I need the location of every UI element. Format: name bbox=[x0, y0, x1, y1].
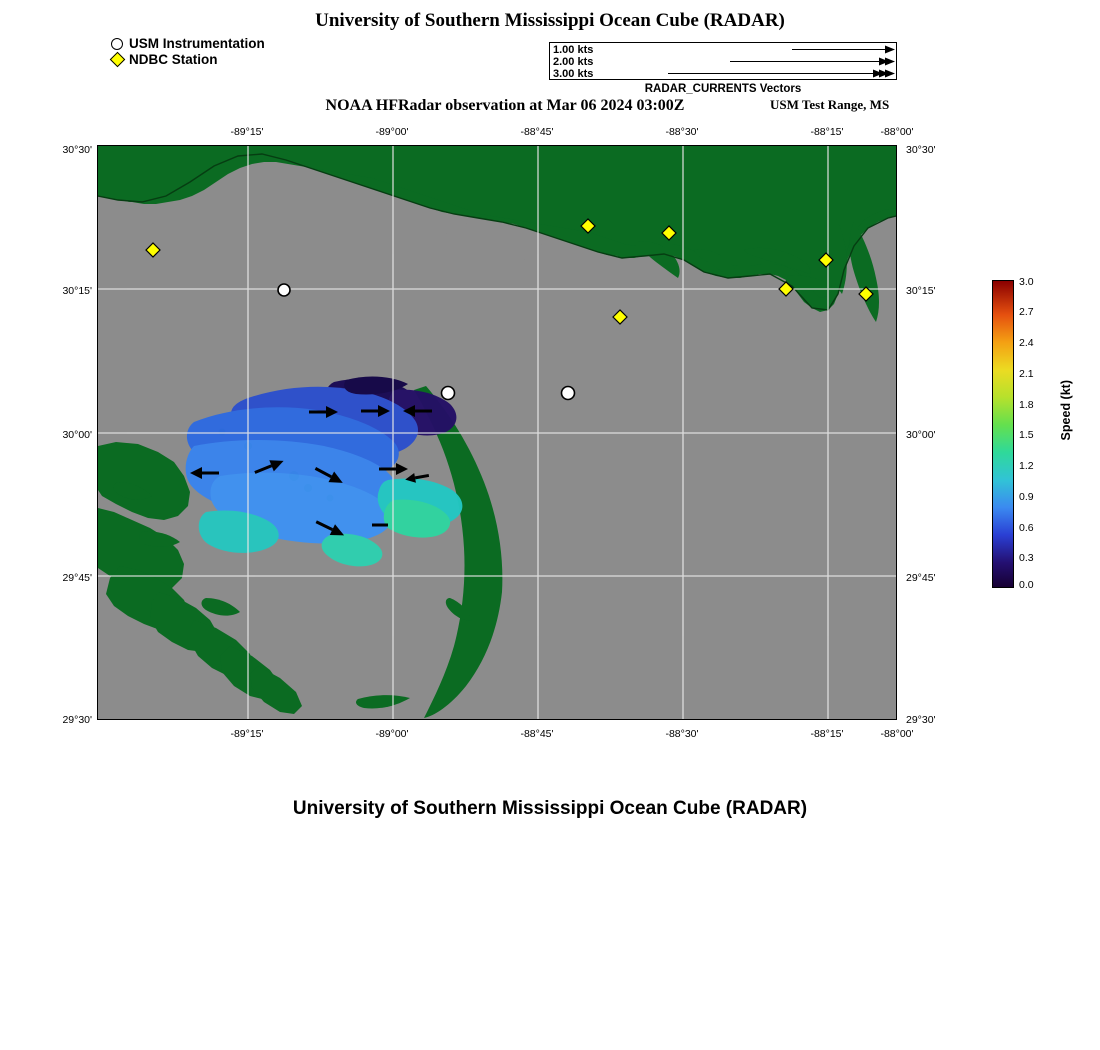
vector-scale-label-3kt: 3.00 kts bbox=[553, 68, 594, 80]
colorbar-tick-1: 2.7 bbox=[1019, 306, 1034, 318]
axis-top-tick-5: -88°00' bbox=[880, 126, 914, 138]
colorbar-tick-5: 1.5 bbox=[1019, 429, 1034, 441]
colorbar-tick-3: 2.1 bbox=[1019, 368, 1034, 380]
colorbar-tick-4: 1.8 bbox=[1019, 399, 1034, 411]
axis-left-tick-0: 30°30' bbox=[62, 144, 92, 156]
colorbar-svg bbox=[993, 281, 1013, 587]
axis-bottom-tick-4: -88°15' bbox=[810, 728, 844, 740]
axis-top-tick-4: -88°15' bbox=[810, 126, 844, 138]
axis-left-tick-3: 29°45' bbox=[62, 572, 92, 584]
vector-scale-key bbox=[549, 42, 897, 80]
legend-item-usm bbox=[110, 36, 265, 51]
legend-label-ndbc: NDBC Station bbox=[129, 52, 218, 67]
colorbar-tick-7: 0.9 bbox=[1019, 491, 1034, 503]
legend-item-ndbc bbox=[110, 52, 265, 67]
vector-key-caption: RADAR_CURRENTS Vectors bbox=[644, 83, 802, 95]
axis-right-tick-2: 30°00' bbox=[906, 429, 936, 441]
axis-bottom-tick-5: -88°00' bbox=[880, 728, 914, 740]
legend-label-usm: USM Instrumentation bbox=[129, 36, 265, 51]
axis-bottom-tick-3: -88°30' bbox=[665, 728, 699, 740]
axis-bottom-tick-2: -88°45' bbox=[520, 728, 554, 740]
colorbar-tick-0: 3.0 bbox=[1019, 276, 1034, 288]
symbol-legend bbox=[110, 36, 265, 68]
axis-left-tick-4: 29°30' bbox=[62, 714, 92, 726]
colorbar-title: Speed (kt) bbox=[1059, 380, 1073, 441]
axis-bottom-tick-0: -89°15' bbox=[230, 728, 264, 740]
axis-right-tick-3: 29°45' bbox=[906, 572, 936, 584]
colorbar-tick-6: 1.2 bbox=[1019, 460, 1034, 472]
colorbar-gradient bbox=[992, 280, 1014, 588]
axis-left-tick-2: 30°00' bbox=[62, 429, 92, 441]
axis-left-tick-1: 30°15' bbox=[62, 285, 92, 297]
diamond-marker-icon bbox=[110, 53, 124, 67]
colorbar-tick-9: 0.3 bbox=[1019, 552, 1034, 564]
test-range-label: USM Test Range, MS bbox=[770, 97, 890, 112]
axis-top-tick-0: -89°15' bbox=[230, 126, 264, 138]
vector-scale-label-1kt: 1.00 kts bbox=[553, 44, 594, 56]
map-plot-area[interactable] bbox=[97, 145, 897, 720]
axis-top-tick-1: -89°00' bbox=[375, 126, 409, 138]
axis-bottom-tick-1: -89°00' bbox=[375, 728, 409, 740]
axis-top-tick-2: -88°45' bbox=[520, 126, 554, 138]
map-svg bbox=[98, 146, 896, 719]
map-subtitle: NOAA HFRadar observation at Mar 06 2024 03:00Z bbox=[325, 97, 685, 114]
colorbar-tick-10: 0.0 bbox=[1019, 579, 1034, 591]
footer-title: University of Southern Mississippi Ocean Cube (RADAR) bbox=[292, 798, 808, 819]
circle-marker-icon bbox=[110, 37, 124, 51]
speed-colorbar bbox=[992, 276, 1034, 591]
axis-right-tick-1: 30°15' bbox=[906, 285, 936, 297]
colorbar-tick-8: 0.6 bbox=[1019, 522, 1034, 534]
axis-right-tick-0: 30°30' bbox=[906, 144, 936, 156]
axis-right-tick-4: 29°30' bbox=[906, 714, 936, 726]
axis-top-tick-3: -88°30' bbox=[665, 126, 699, 138]
page-title: University of Southern Mississippi Ocean Cube (RADAR) bbox=[315, 10, 785, 31]
vector-scale-label-2kt: 2.00 kts bbox=[553, 56, 594, 68]
vector-scale-svg bbox=[550, 43, 896, 79]
colorbar-tick-2: 2.4 bbox=[1019, 337, 1034, 349]
